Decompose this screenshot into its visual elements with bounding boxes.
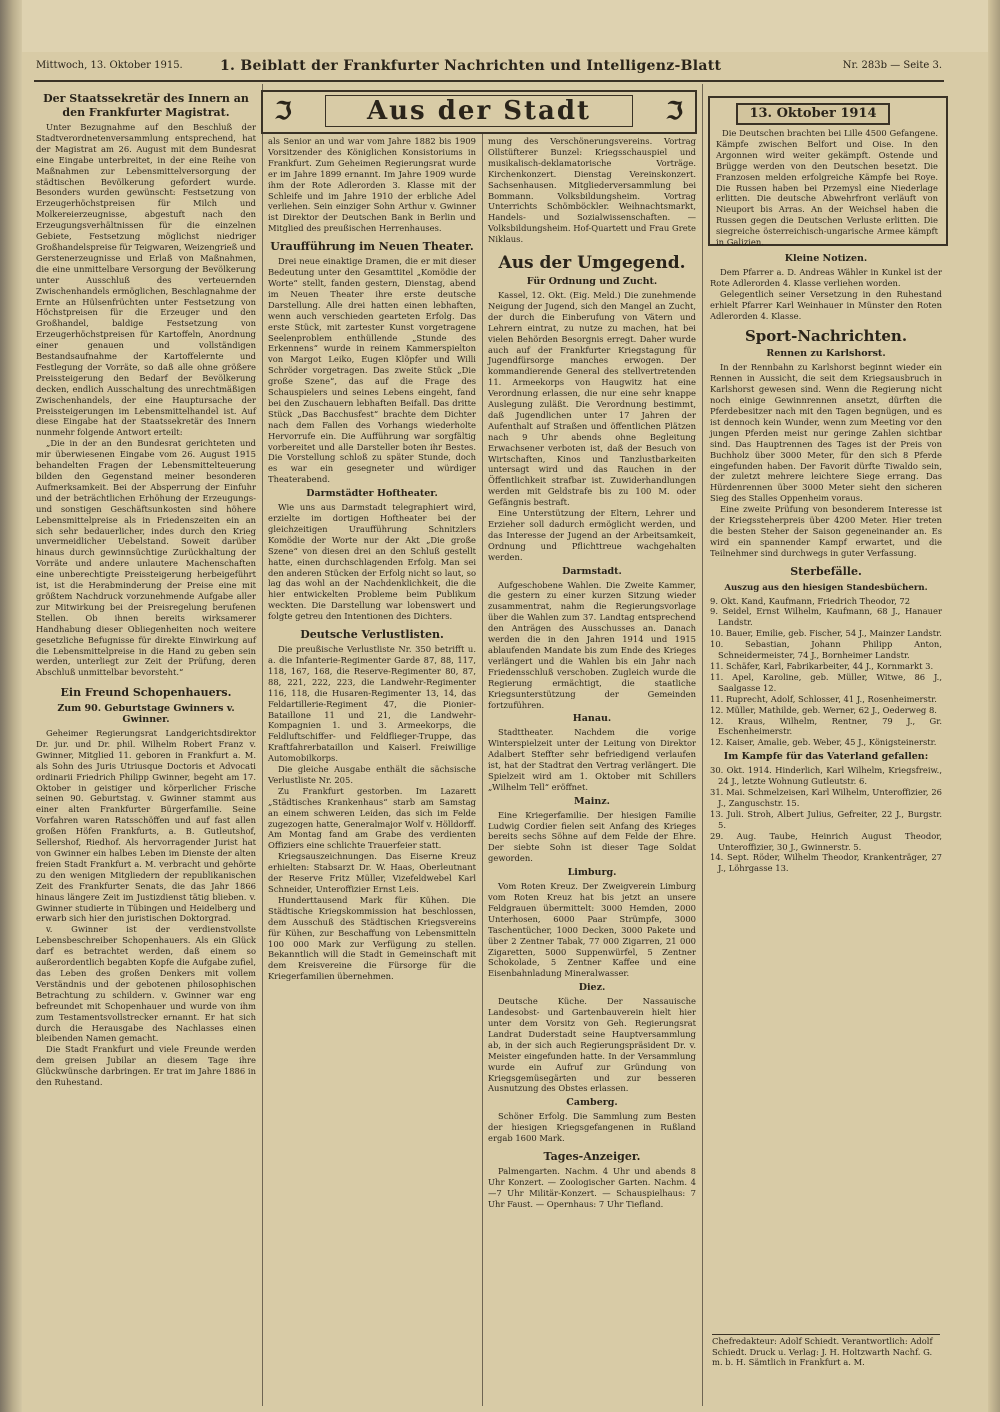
anniversary-paragraph: Die Deutschen brachten bei Lille 4500 Gefangene. Kämpfe zwischen Belfort und Oise. In den Argonnen wird weiter gekämpft. Ostende und Brügge werden von den Deutschen besetzt. Die Franzosen melden erfolgreiche Kämpfe bei Roye. Die Russen haben bei Przemysl eine Niederlage erlitten. Die deutsche Abwehrfront verläuft von Nieuport bis Arras. An der Weichsel haben die Russen gegen die Deutschen Verluste erlitten. Die siegreiche österreichisch-ungarische Armee kämpft in Galizien. bbox=[716, 128, 938, 248]
article-paragraph: Die preußische Verlustliste Nr. 350 betrifft u. a. die Infanterie-Regimenter Garde 87, 88, 117, 118, 167, 168, die Reserve-Regimenter 80, 87, 88, 221, 222, 223, die Landwehr-Regimenter 116, 118, die Husaren-Regimenter 13, 14, das Feldartillerie-Regiment 47, die Pionier-Bataillone 11 und 21, die Landwehr-Kompagnien 1. und 3. Armeekorps, die Feldluftschiffer- und Feldflieger-Truppe, das Kraftfahrerbataillon und Kaiserl. Freiwillige Automobilkorps. bbox=[268, 644, 476, 764]
list-item: 12. Kaiser, Amalie, geb. Weber, 45 J., Königsteinerstr. bbox=[710, 737, 937, 748]
article-headline: Tages-Anzeiger. bbox=[543, 1149, 641, 1163]
article-paragraph: „Die in der an den Bundesrat gerichteten und mir überwiesenen Eingabe vom 26. August 1915 behandelten Fragen der Lebensmittelteuerung bilden den Gegenstand meiner besonderen Aufmerksamkeit. Bei der Absperrung der Einfuhr und der beträchtlichen Erhöhung der Erzeugungs- und sonstigen Geschäftsunkosten sind höhere Lebensmittelpreise als in Friedenszeiten ein an sich sehr bedauerlicher, indes durch den Krieg unvermeidlicher Uebelstand. Soweit darüber hinaus durch gewinnsüchtige Zurückhaltung der Vorräte und andere unlautere Machenschaften eine unberechtigte Preissteigerung herbeigeführt ist, ist die Herabminderung der Preise eine mit größtem Nachdruck vorzunehmende Aufgabe aller zur Mitwirkung bei der Preisregelung berufenen Stellen. Ob ihnen bereits wirksamerer Handhabung dieser Obliegenheiten noch weitere gesetzliche Befugnisse für direkte Einwirkung auf die Lebensmittelpreise in die Hand zu geben sein werden, unterliegt zur Zeit der Prüfung, deren Abschluß unmittelbar bevorsteht.“ bbox=[36, 438, 256, 678]
column-separator bbox=[262, 84, 263, 1406]
imprint-rule bbox=[712, 1334, 940, 1335]
column-1 bbox=[36, 90, 256, 1406]
article-paragraph: Die Stadt Frankfurt und viele Freunde werden dem greisen Jubilar an diesem Tage ihre Glückwünsche darbringen. Er trat im Jahre 1886 in den Ruhestand. bbox=[36, 1044, 256, 1088]
article-paragraph: mung des Verschönerungsvereins. Vortrag Ollstüfterer Bunzel: Kriegsschauspiel und musikalisch-deklamatorische Vorträge. Kirchenkonzert. Dienstag Vereinskonzert. Sachsenhausen. Mitgliederversammlung bei Bommann. Volksbildungsheim. Vortrag Unterrichts Schömböckler. Weihnachtsmarkt, Handels- und Sozialwissenschaften. — Volksbildungsheim. Hof-Quartett und Frau Grete Niklaus. bbox=[488, 136, 696, 245]
list-item: 12. Müller, Mathilde, geb. Werner, 62 J., Oederweg 8. bbox=[710, 704, 937, 715]
list-item: 14. Sept. Röder, Wilhelm Theodor, Krankenträger, 27 J., Löhrgasse 13. bbox=[710, 852, 942, 874]
place-heading: Darmstadt. bbox=[562, 565, 622, 577]
article-paragraph: Kassel, 12. Okt. (Eig. Meld.) Die zunehmende Neigung der Jugend, sich den Mangel an Zucht, der durch die Einberufung von Vätern und Lehrern eintrat, zu nutze zu machen, hat bei vielen Behörden Besorgnis erregt. Daher wurde auch auf der Frankfurter Kriegstagung für Jugendfürsorge manches erwogen. Der kommandierende General des stellvertretenden 11. Armeekorps von Haugwitz hat eine Verordnung erlassen, die nur eine sehr knappe Auslegung zuläßt. Die Verordnung bestimmt, daß Jugendlichen unter 17 Jahren der Aufenthalt auf Straßen und öffentlichen Plätzen nach 9 Uhr abends ohne Begleitung Erwachsener verboten ist, daß der Besuch von Wirtschaften, Kinos und Tanzlustbarkeiten untersagt wird und das Rauchen in der Öffentlichkeit strafbar ist. Zuwiderhandlungen werden mit Geldstrafe bis zu 100 M. oder Gefängnis bestraft. bbox=[488, 289, 696, 508]
column-3 bbox=[488, 136, 696, 1406]
article-paragraph: Die gleiche Ausgabe enthält die sächsische Verlustliste Nr. 205. bbox=[268, 764, 476, 785]
list-item: 10. Bauer, Emilie, geb. Fischer, 54 J., Mainzer Landstr. bbox=[710, 628, 942, 639]
place-heading: Camberg. bbox=[566, 1097, 618, 1109]
header-date: Mittwoch, 13. Oktober 1915. bbox=[36, 60, 183, 71]
header-title: 1. Beiblatt der Frankfurter Nachrichten und Intelligenz-Blatt bbox=[220, 58, 722, 74]
list-item: 29. Aug. Taube, Heinrich August Theodor, Unteroffizier, 30 J., Gwinnerstr. 5. bbox=[710, 830, 942, 852]
header-rule bbox=[34, 80, 944, 82]
section-title: Aus der Stadt bbox=[325, 95, 633, 127]
article-headline: Sport-Nachrichten. bbox=[744, 327, 908, 346]
article-paragraph: Eine Unterstützung der Eltern, Lehrer und Erzieher soll dadurch ermöglicht werden, und das Interesse der Jugend an der Arbeitsamkeit, Ordnung und Pflichttreue wachgehalten werden. bbox=[488, 508, 696, 562]
article-headline: Ein Freund Schopenhauers. bbox=[60, 686, 232, 700]
page-edge bbox=[988, 0, 1000, 1412]
section-banner bbox=[261, 90, 697, 134]
article-subheadline: Darmstädter Hoftheater. bbox=[306, 488, 438, 500]
article-subheadline: Zum 90. Geburtstage Gwinners v. Gwinner. bbox=[57, 703, 235, 726]
article-paragraph: Aufgeschobene Wahlen. Die Zweite Kammer, die gestern zu einer kurzen Sitzung wieder zusammentrat, nahm die Regierungsvorlage über die Wahlen zum 37. Landtag entsprechend den Anträgen des Ausschusses an. Danach werden die in den Jahren 1914 und 1915 ablaufenden Mandate bis zum Ende des Krieges verlängert und die Wahlen bis ein Jahr nach Friedensschluß verschoben. Zugleich wurde die Regierung ermächtigt, die staatliche Kriegsunterstützung der Gemeinden fortzuführen. bbox=[488, 579, 696, 710]
anniversary-date: 13. Oktober 1914 bbox=[736, 103, 890, 125]
ornament-right: ℑ bbox=[666, 96, 683, 125]
page-header bbox=[36, 58, 942, 76]
list-item: 11. Apel, Karoline, geb. Müller, Witwe, 86 J., Saalgasse 12. bbox=[710, 671, 942, 693]
column-2 bbox=[268, 136, 476, 1406]
imprint: Chefredakteur: Adolf Schiedt. Verantwortlich: Adolf Schiedt. Druck u. Verlag: J. H. Holtzwarth Nachf. G. m. b. H. Sämtlich in Frankfurt a. M. bbox=[712, 1336, 933, 1367]
article-paragraph: Wie uns aus Darmstadt telegraphiert wird, erzielte im dortigen Hoftheater bei der gleichzeitigen Uraufführung Schnitzlers Komödie der Worte nur der Akt „Die große Szene“ von diesen drei an den Schluß gestellt hatte, einen durchschlagenden Erfolg. Man sei den anderen Stücken der Erfolg nicht so laut, so lag das wohl an der Nachdenklichkeit, die die hier entwickelten Probleme beim Publikum weckten. Die Darstellung war lobenswert und folgte getreu den Intentionen des Dichters. bbox=[268, 502, 476, 622]
article-headline: Deutsche Verlustlisten. bbox=[300, 628, 444, 642]
article-paragraph: Unter Bezugnahme auf den Beschluß der Stadtverordnetenversammlung entsprechend, hat der Magistrat am 26. August mit dem Bundesrat eine Eingabe unterbreitet, in der eine Reihe von Maßnahmen zur Lebensmittelversorgung der städtischen Bevölkerung gefordert wurde. Besonders wurden gewünscht: Festsetzung von Erzeugerhöchstpreisen für Milch und Molkereierzeugnisse, abgestuft nach den Erzeugungsverhältnissen für die einzelnen Gebiete, Festsetzung möglichst niedriger Großhandelspreise für Teigwaren, Weizengrieß und Gerstenerzeugnisse und Erlaß von Maßnahmen, die eine unmittelbare Versorgung der Bevölkerung unter Ausschluß des verteuernden Zwischenhandels ermöglichen, Beschlagnahme der Ernte an Hülsenfrüchten unter Festsetzung von Höchstpreisen für die Erzeuger und den Großhandel, baldige Festsetzung von Erzeugerhöchstpreisen für Kartoffeln, Anordnung einer genauen und vollständigen Bestandsaufnahme der Kartoffelernte und Festlegung der Vorräte, so daß alle ohne größere Preissteigerung den Bedarf der Bevölkerung decken, endlich Ausschaltung des unrechtmäßigen Zwischenhandels, der eine Hauptursache der Preissteigerungen im Lebensmittelhandel ist. Auf diese Eingabe hat der Staatssekretär des Innern nunmehr folgende Antwort erteilt: bbox=[36, 122, 256, 438]
article-paragraph: Eine Kriegerfamilie. Der hiesigen Familie Ludwig Cordier fielen seit Anfang des Krieges bereits sechs Söhne auf dem Felde der Ehre. Der siebte Sohn ist dieser Tage Soldat geworden. bbox=[488, 809, 696, 864]
article-paragraph: Eine zweite Prüfung von besonderem Interesse ist der Kriegssteherpreis über 4200 Meter. Hier treten die besten Steher der Saison gegeneinander an. Es wird ein spannender Kampf erwartet, und die Teilnehmer sind durchwegs in guter Verfassung. bbox=[710, 504, 942, 558]
list-item: 9. Okt. Kand, Kaufmann, Friedrich Theodor, 72 bbox=[710, 595, 911, 606]
article-paragraph: Kriegsauszeichnungen. Das Eiserne Kreuz erhielten: Stabsarzt Dr. W. Haas, Oberleutnant der Reserve Fritz Müller, Vizefeldwebel Karl Schneider, Unteroffizier Ernst Leis. bbox=[268, 851, 476, 894]
death-notice-list bbox=[710, 596, 942, 749]
anniversary-text bbox=[716, 128, 938, 248]
column-4 bbox=[710, 250, 942, 1334]
place-heading: Hanau. bbox=[572, 713, 612, 725]
list-item: 31. Mai. Schmelzeisen, Karl Wilhelm, Unteroffizier, 26 J., Zanguschstr. 15. bbox=[710, 786, 942, 808]
article-paragraph: Stadttheater. Nachdem die vorige Winterspielzeit unter der Leitung von Direktor Adalbert Steffter sehr befriedigend verlaufen ist, hat der Stadtrat den Vertrag verlängert. Die Spielzeit wird am 1. Oktober mit Schillers „Wilhelm Tell“ eröffnet. bbox=[488, 727, 696, 792]
article-subheadline: Für Ordnung und Zucht. bbox=[526, 276, 658, 288]
article-paragraph: Deutsche Küche. Der Nassauische Landesobst- und Gartenbauverein hielt hier unter dem Vorsitz von Geh. Regierungsrat Landrat Duderstadt seine Hauptversammlung ab, in der sich auch Regierungspräsident Dr. v. Meister eingefunden hatte. In der Versammlung wurde ein Aufruf zur Gründung von Kriegsgemüsegärten und zur besseren Ausnutzung des Obstes erlassen. bbox=[488, 996, 696, 1094]
article-paragraph: Hunderttausend Mark für Kühen. Die Städtische Kriegskommission hat beschlossen, dem Ausschuß des Städtischen Kriegsvereins für Kühen, zur Beschaffung von Lebensmitteln 100 000 Mark zur Verfügung zu stellen. Bekanntlich will die Stadt in Gemeinschaft mit dem Kreisvereine die Fürsorge für die Kriegerfamilien übernehmen. bbox=[268, 894, 476, 982]
list-item: 11. Schäfer, Karl, Fabrikarbeiter, 44 J., Kornmarkt 3. bbox=[710, 661, 934, 671]
fallen-list bbox=[710, 765, 942, 874]
page-fold-shadow bbox=[0, 0, 22, 1412]
list-item: 10. Sebastian, Johann Philipp Anton, Schneidermeister, 74 J., Bornheimer Landstr. bbox=[710, 639, 942, 661]
list-item: 30. Okt. 1914. Hinderlich, Karl Wilhelm, Kriegsfreiw., 24 J., letzte Wohnung Gutleutstr. 6. bbox=[710, 765, 942, 787]
article-paragraph: Zu Frankfurt gestorben. Im Lazarett „Städtisches Krankenhaus“ starb am Samstag an einem schweren Leiden, das sich im Felde zugezogen hatte, Generalmajor Wolf v. Hölldorff. Am Montag fand am Grabe des verdienten Offiziers eine schlichte Trauerfeier statt. bbox=[268, 785, 476, 851]
place-heading: Mainz. bbox=[574, 795, 610, 807]
article-headline: Aus der Umgegend. bbox=[498, 253, 686, 274]
header-page-number: Nr. 283b — Seite 3. bbox=[842, 60, 942, 71]
column-separator bbox=[482, 134, 483, 1406]
list-item: 13. Juli. Stroh, Albert Julius, Gefreiter, 22 J., Burgstr. 5. bbox=[710, 808, 942, 830]
article-paragraph: v. Gwinner ist der verdienstvollste Lebensbeschreiber Schopenhauers. Als ein Glück darf es betrachtet werden, daß einem so außerordentlich begabten Kopfe die Aufgabe zufiel, das Leben des großen Denkers mit vollem Verständnis und der gebotenen philosophischen Betrachtung zu schildern. v. Gwinner war eng befreundet mit Schopenhauer und wurde von ihm zum Testamentsvollstrecker ernannt. Er hat sich durch die Herausgabe des Nachlasses einen bleibenden Namen gemacht. bbox=[36, 924, 256, 1044]
fallen-heading: Im Kampfe für das Vaterland gefallen: bbox=[723, 751, 929, 763]
ornament-left: ℑ bbox=[275, 96, 292, 125]
article-paragraph: als Senior an und war vom Jahre 1882 bis 1909 Vorsitzender des Königlichen Konsistoriums in Frankfurt. Zum Geheimen Regierungsrat wurde er im Jahre 1899 ernannt. Im Jahre 1909 wurde ihm der Rote Adlerorden 3. Klasse mit der Schleife und im Jahre 1910 der erbliche Adel verliehen. Sein einziger Sohn Arthur v. Gwinner ist Direktor der Deutschen Bank in Berlin und Mitglied des preußischen Herrenhauses. bbox=[268, 136, 476, 234]
article-paragraph: Vom Roten Kreuz. Der Zweigverein Limburg vom Roten Kreuz hat bis jetzt an unsere Feldgrauen übermittelt: 3000 Hemden, 2000 Unterhosen, 6000 Paar Strümpfe, 3000 Taschentücher, 1000 Decken, 3000 Pakete und über 2 Zentner Tabak, 77 000 Zigarren, 21 000 Zigaretten, 5000 Suppenwürfel, 5 Zentner Schokolade, 5 Zentner Kaffee und eine Eisenbahnladung Mineralwasser. bbox=[488, 881, 696, 979]
article-headline: Der Staatssekretär des Innern an den Frankfurter Magistrat. bbox=[43, 92, 249, 119]
article-paragraph: Dem Pfarrer a. D. Andreas Wähler in Kunkel ist der Rote Adlerorden 4. Klasse verliehen worden. bbox=[710, 266, 942, 288]
list-item: 11. Ruprecht, Adolf, Schlosser, 41 J., Rosenheimerstr. bbox=[710, 693, 937, 704]
list-item: 9. Seidel, Ernst Wilhelm, Kaufmann, 68 J., Hanauer Landstr. bbox=[710, 606, 942, 628]
article-paragraph: In der Rennbahn zu Karlshorst beginnt wieder ein Rennen in Aussicht, die seit dem Kriegsausbruch in Karlshorst gewesen sind. Wenn die Regierung nicht noch einige Gewinnrennen ansetzt, dürften die Pferdebesitzer nach mit den Tagen begnügen, und es ist dennoch kein Wunder, wenn zum Meeting vor den jungen Pferden meist nur geringe Zahlen sichtbar sind. Das Hauptrennen des Tages ist der Preis von Buchholz über 3000 Meter, für den sich 8 Pferde eingefunden haben. Der Favorit dürfte Tiwaldo sein, der zuletzt mehrere leichtere Siege errang. Das Hürdenrennen über 3000 Meter sieht den sicheren Sieg des Stalles Oppenheim voraus. bbox=[710, 362, 942, 504]
article-paragraph: Drei neue einaktige Dramen, die er mit dieser Bedeutung unter den Gesamttitel „Komödie der Worte“ stellt, fanden gestern, Dienstag, abend im Neuen Theater ihre erste deutsche Darstellung. Alle drei hatten einen lebhaften, wenn auch verschieden gearteten Erfolg. Das erste Stück, mit zartester Kunst vorgetragene Seelenproblem enthüllende „Stunde des Erkennens“ wurde in reinem Kammerspielton von Margot Leiko, Eugen Klöpfer und Willi Schröder vorgetragen. Das zweite Stück „Die große Szene“, das auf die Frage des Schauspielers und seines Lebens eingeht, fand bei den Zuschauern lebhaften Beifall. Das dritte Stück „Das Bacchusfest“ brachte dem Dichter nach dem Fallen des Vorhangs wiederholte Hervorrufe ein. Die Aufführung war sorgfältig vorbereitet und alle Darsteller boten ihr Bestes. Die Vorstellung schloß zu später Stunde, doch es war ein gesegneter und würdiger Theaterabend. bbox=[268, 256, 476, 485]
article-subheadline: Rennen zu Karlshorst. bbox=[766, 348, 886, 360]
article-paragraph: Palmengarten. Nachm. 4 Uhr und abends 8 Uhr Konzert. — Zoologischer Garten. Nachm. 4—7 Uhr Militär-Konzert. — Schauspielhaus: 7 Uhr Faust. — Opernhaus: 7 Uhr Tiefland. bbox=[488, 1165, 696, 1209]
article-subheadline: Kleine Notizen. bbox=[784, 253, 868, 264]
list-item: 12. Kraus, Wilhelm, Rentner, 79 J., Gr. Eschenheimerstr. bbox=[710, 715, 942, 737]
column-separator bbox=[702, 84, 703, 1406]
article-headline: Sterbefälle. bbox=[790, 564, 862, 578]
place-heading: Diez. bbox=[578, 982, 606, 994]
article-paragraph: Schöner Erfolg. Die Sammlung zum Besten der hiesigen Kriegsgefangenen in Rußland ergab 1600 Mark. bbox=[488, 1111, 696, 1144]
article-headline: Uraufführung im Neuen Theater. bbox=[270, 240, 474, 254]
article-paragraph: Gelegentlich seiner Versetzung in den Ruhestand erhielt Pfarrer Karl Weinhauer in Münster den Roten Adlerorden 4. Klasse. bbox=[710, 288, 942, 321]
article-subheadline: Auszug aus den hiesigen Standesbüchern. bbox=[724, 582, 928, 593]
place-heading: Limburg. bbox=[567, 867, 617, 879]
article-paragraph: Geheimer Regierungsrat Landgerichtsdirektor Dr. jur. und Dr. phil. Wilhelm Robert Franz v. Gwinner, Mitglied 11. geboren in Frankfurt a. M. als Sohn des Juris Utriusque Doctoris et Advocati ordinarii Friedrich Philipp Gwinner, begeht am 17. Oktober in geistiger und körperlicher Frische seinen 90. Geburtstag. v. Gwinner stammt aus einer alten Frankfurter Bürgerfamilie. Seine Vorfahren waren Ratsschöffen und auf fast allen großen Höfen Frankfurts, a. B. Gutleutshof, Sellershof, Riedhof. Als hervorragender Jurist hat von Gwinner ein halbes Leben im Dienste der alten freien Stadt Frankfurt a. M. verbracht und gehörte zu den wenigen Mitgliedern der republikanischen Zeit des Frankfurter Senats, die das Jahr 1866 hinaus längere Zeit im Justizdienst tätig blieben. v. Gwinner studierte in Tübingen und Heidelberg und erwarb sich hier den juristischen Doktorgrad. bbox=[36, 728, 256, 924]
